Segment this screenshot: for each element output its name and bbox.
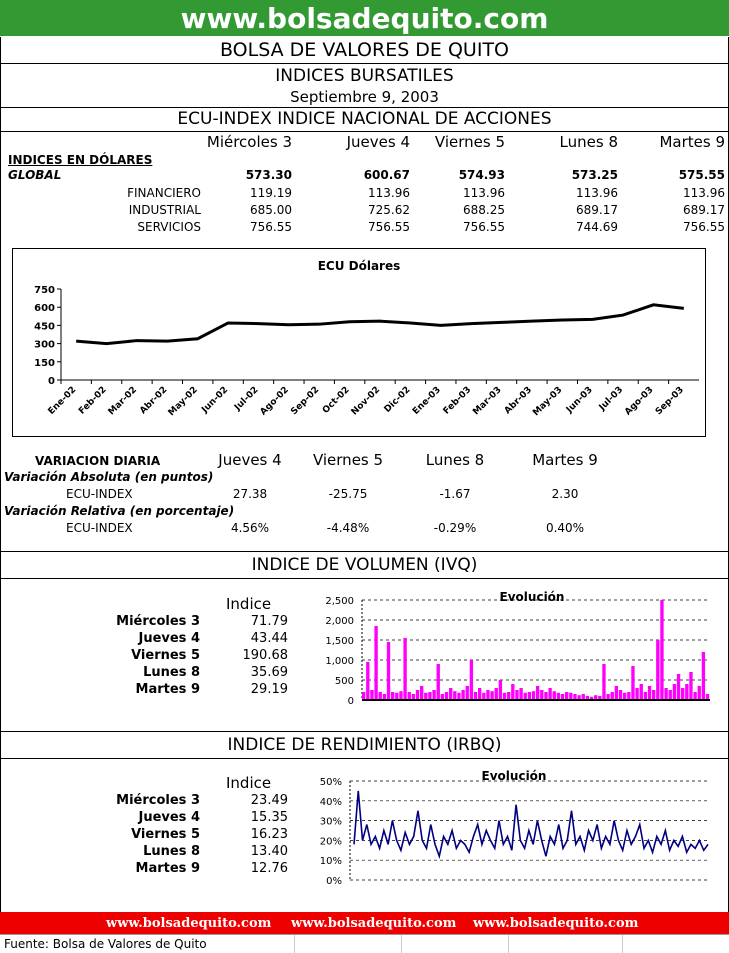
y-tick-label: 0 — [347, 696, 354, 707]
volume-bar — [693, 692, 696, 700]
volume-bar — [619, 690, 622, 700]
x-tick-label: Abr-02 — [138, 385, 170, 417]
volume-bar — [391, 692, 394, 700]
variation-absolute-value: -25.75 — [328, 487, 368, 501]
volume-bar — [515, 690, 518, 700]
source-text: Fuente: Bolsa de Valores de Quito — [4, 937, 207, 951]
table-value: 43.44 — [250, 631, 288, 646]
volume-bar — [627, 692, 630, 700]
row-label-global: GLOBAL — [8, 168, 62, 182]
volume-bar — [366, 662, 369, 700]
page-title: BOLSA DE VALORES DE QUITO — [219, 39, 510, 61]
volume-bar — [470, 660, 473, 700]
yield-section-title: INDICE DE RENDIMIENTO (IRBQ) — [227, 735, 502, 755]
volume-bar — [635, 688, 638, 700]
y-tick-label: 450 — [34, 321, 55, 333]
left-border — [0, 37, 1, 912]
index-value: 725.62 — [368, 203, 410, 217]
cell-divider — [401, 935, 402, 953]
volume-bar — [486, 690, 489, 700]
x-tick-label: Nov-02 — [349, 385, 383, 418]
row-label: SERVICIOS — [137, 220, 201, 234]
chart-title: Evolución — [481, 769, 547, 783]
volume-bar — [544, 692, 547, 700]
x-tick-label: Jun-03 — [564, 385, 595, 416]
variation-relative-value: -0.29% — [433, 521, 477, 535]
x-tick-label: Ago-03 — [623, 385, 656, 418]
volume-bar — [524, 693, 527, 700]
chart-title: Evolución — [499, 590, 565, 604]
volume-bar — [648, 686, 651, 700]
x-tick-label: Ene-03 — [411, 385, 443, 417]
x-tick-label: Oct-02 — [320, 385, 352, 416]
x-tick-label: Jul-03 — [597, 385, 626, 413]
volume-bar — [503, 693, 506, 700]
variation-absolute-row-label: ECU-INDEX — [66, 487, 133, 501]
divider — [0, 131, 729, 132]
table-day: Viernes 5 — [131, 648, 200, 663]
y-tick-label: 0% — [326, 876, 342, 887]
day-header: Miércoles 3 — [206, 133, 292, 151]
index-value: 689.17 — [683, 203, 725, 217]
volume-bar — [660, 600, 663, 700]
volume-bar — [553, 691, 556, 700]
table-day: Martes 9 — [135, 682, 200, 697]
y-tick-label: 50% — [319, 777, 342, 788]
volume-bar — [437, 664, 440, 700]
index-value: 574.93 — [458, 168, 505, 182]
volume-chart — [310, 585, 715, 725]
ecu-section-title: ECU-INDEX INDICE NACIONAL DE ACCIONES — [177, 109, 552, 129]
table-day: Viernes 5 — [131, 827, 200, 842]
x-tick-label: Mar-02 — [106, 385, 140, 418]
volume-bar — [453, 691, 456, 700]
dollar-indices-heading: INDICES EN DÓLARES — [8, 153, 153, 167]
volume-bar — [399, 691, 402, 700]
volume-bar — [428, 692, 431, 700]
volume-bar — [499, 680, 502, 700]
variation-absolute-value: 27.38 — [232, 487, 268, 501]
variation-absolute-value: -1.67 — [439, 487, 471, 501]
table-day: Jueves 4 — [138, 810, 200, 825]
y-tick-label: 0 — [48, 376, 55, 387]
index-value: 756.55 — [683, 220, 725, 234]
volume-bar — [677, 674, 680, 700]
table-value: 12.76 — [250, 861, 288, 876]
row-label: INDUSTRIAL — [128, 203, 201, 217]
variation-day-header: Jueves 4 — [218, 451, 282, 469]
x-tick-label: Mar-03 — [471, 385, 504, 418]
volume-bar — [536, 686, 539, 700]
table-value: 71.79 — [250, 614, 288, 629]
volume-bar — [565, 692, 568, 700]
volume-bar — [569, 693, 572, 700]
volume-bar — [548, 688, 551, 700]
y-tick-label: 1,000 — [325, 656, 354, 667]
cell-divider — [622, 935, 623, 953]
y-tick-label: 1,500 — [325, 636, 354, 647]
table-day: Jueves 4 — [138, 631, 200, 646]
volume-bar — [408, 692, 411, 700]
variation-relative-value: 4.56% — [230, 521, 270, 535]
volume-bar — [602, 664, 605, 700]
volume-bar — [449, 688, 452, 700]
x-tick-label: Dic-02 — [382, 385, 413, 415]
volume-bar — [689, 672, 692, 700]
volume-bar — [466, 686, 469, 700]
divider — [0, 551, 729, 552]
footer-link-1[interactable]: www.bolsadequito.com — [106, 916, 272, 931]
y-tick-label: 40% — [319, 796, 342, 808]
divider — [0, 731, 729, 732]
day-header: Viernes 5 — [434, 133, 505, 151]
volume-bar — [528, 692, 531, 700]
volume-bar — [445, 692, 448, 700]
volume-bar — [482, 693, 485, 700]
volume-bar — [664, 688, 667, 700]
table-value: 16.23 — [250, 827, 288, 842]
index-value: 756.55 — [368, 220, 410, 234]
volume-bar — [416, 690, 419, 700]
index-value: 744.69 — [576, 220, 618, 234]
x-tick-label: Feb-02 — [77, 385, 109, 417]
volume-bar — [532, 691, 535, 700]
y-tick-label: 2,000 — [325, 616, 354, 627]
y-tick-label: 150 — [34, 357, 55, 369]
volume-bar — [490, 691, 493, 700]
index-value: 600.67 — [363, 168, 410, 182]
yield-chart — [310, 765, 715, 905]
index-value: 575.55 — [678, 168, 725, 182]
volume-bar — [644, 692, 647, 700]
y-tick-label: 750 — [34, 285, 55, 296]
x-tick-label: May-02 — [166, 385, 200, 419]
volume-bar — [387, 642, 390, 700]
divider — [0, 578, 729, 579]
variation-relative-value: -4.48% — [326, 521, 370, 535]
volume-bar — [403, 638, 406, 700]
volume-index-label: Indice — [226, 595, 272, 613]
volume-bar — [374, 626, 377, 700]
volume-bar — [611, 692, 614, 700]
variation-heading: VARIACION DIARIA — [35, 454, 161, 468]
table-value: 190.68 — [242, 648, 288, 663]
x-tick-label: Sep-02 — [289, 385, 322, 418]
row-label: FINANCIERO — [127, 186, 201, 200]
variation-day-header: Lunes 8 — [425, 451, 485, 469]
volume-section-title: INDICE DE VOLUMEN (IVQ) — [251, 555, 478, 575]
day-header: Martes 9 — [659, 133, 725, 151]
volume-bar — [379, 692, 382, 700]
footer-link-2[interactable]: www.bolsadequito.com — [291, 916, 457, 931]
volume-bar — [432, 690, 435, 700]
variation-absolute-value: 2.30 — [551, 487, 579, 501]
volume-bar — [519, 688, 522, 700]
y-tick-label: 20% — [319, 836, 342, 848]
day-header: Jueves 4 — [346, 133, 410, 151]
table-value: 29.19 — [250, 682, 288, 697]
table-day: Lunes 8 — [143, 665, 200, 680]
index-value: 119.19 — [250, 186, 292, 200]
volume-bar — [420, 686, 423, 700]
volume-bar — [669, 690, 672, 700]
index-value: 113.96 — [683, 186, 725, 200]
footer-link-3[interactable]: www.bolsadequito.com — [473, 916, 639, 931]
report-date: Septiembre 9, 2003 — [290, 88, 439, 106]
chart-title: ECU Dólares — [317, 259, 401, 273]
volume-bar — [370, 690, 373, 700]
volume-bar — [478, 688, 481, 700]
volume-bar — [656, 640, 659, 700]
volume-bar — [685, 684, 688, 700]
table-day: Miércoles 3 — [116, 793, 200, 808]
ecu-line — [76, 305, 684, 344]
volume-bar — [461, 690, 464, 700]
divider — [0, 63, 729, 64]
variation-relative-row-label: ECU-INDEX — [66, 521, 133, 535]
x-tick-label: Sep-03 — [653, 385, 686, 418]
index-value: 689.17 — [576, 203, 618, 217]
table-value: 35.69 — [250, 665, 288, 680]
y-tick-label: 2,500 — [325, 596, 354, 607]
y-tick-label: 300 — [34, 339, 55, 351]
index-value: 573.25 — [571, 168, 618, 182]
yield-index-label: Indice — [226, 774, 272, 792]
y-tick-label: 30% — [319, 816, 342, 828]
day-header: Lunes 8 — [559, 133, 618, 151]
variation-relative-label: Variación Relativa (en porcentaje) — [4, 504, 235, 518]
index-value: 688.25 — [463, 203, 505, 217]
divider — [0, 107, 729, 108]
ecu-chart — [13, 249, 705, 436]
volume-bar — [681, 688, 684, 700]
table-day: Martes 9 — [135, 861, 200, 876]
volume-bar — [631, 666, 634, 700]
volume-bar — [615, 686, 618, 700]
volume-bar — [623, 693, 626, 700]
x-tick-label: Jul-02 — [232, 385, 261, 413]
x-tick-label: Feb-03 — [441, 385, 474, 417]
volume-bar — [640, 684, 643, 700]
site-header[interactable]: www.bolsadequito.com — [0, 0, 729, 36]
volume-bar — [474, 692, 477, 700]
footer-bar — [0, 912, 729, 934]
variation-absolute-label: Variación Absoluta (en puntos) — [4, 470, 214, 484]
y-tick-label: 10% — [319, 856, 342, 868]
volume-bar — [457, 693, 460, 700]
table-value: 13.40 — [250, 844, 288, 859]
y-tick-label: 500 — [334, 676, 354, 687]
x-tick-label: Abr-03 — [502, 385, 535, 417]
index-value: 113.96 — [576, 186, 618, 200]
volume-bar — [652, 690, 655, 700]
index-value: 756.55 — [463, 220, 505, 234]
index-value: 113.96 — [463, 186, 505, 200]
index-value: 756.55 — [250, 220, 292, 234]
ecu-chart-frame — [12, 248, 706, 437]
volume-bar — [557, 693, 560, 700]
table-value: 15.35 — [250, 810, 288, 825]
variation-day-header: Viernes 5 — [312, 451, 384, 469]
variation-relative-value: 0.40% — [545, 521, 585, 535]
volume-bar — [540, 690, 543, 700]
x-tick-label: Jun-02 — [200, 385, 231, 416]
volume-bar — [698, 686, 701, 700]
table-value: 23.49 — [250, 793, 288, 808]
x-tick-label: Ene-02 — [46, 385, 79, 417]
volume-bar — [673, 684, 676, 700]
volume-bar — [702, 652, 705, 700]
volume-bar — [495, 688, 498, 700]
volume-bar — [507, 692, 510, 700]
cell-divider — [508, 935, 509, 953]
x-tick-label: May-03 — [531, 385, 565, 419]
index-value: 113.96 — [368, 186, 410, 200]
variation-day-header: Martes 9 — [532, 451, 598, 469]
index-value: 573.30 — [245, 168, 292, 182]
page-subtitle: INDICES BURSATILES — [275, 66, 454, 86]
source-row — [0, 934, 729, 953]
x-tick-label: Ago-02 — [258, 385, 291, 418]
cell-divider — [294, 935, 295, 953]
index-value: 685.00 — [250, 203, 292, 217]
volume-bar — [362, 692, 365, 700]
table-day: Miércoles 3 — [116, 614, 200, 629]
table-day: Lunes 8 — [143, 844, 200, 859]
y-tick-label: 600 — [34, 303, 55, 315]
divider — [0, 758, 729, 759]
volume-bar — [424, 693, 427, 700]
volume-bar — [395, 693, 398, 700]
volume-bar — [511, 684, 514, 700]
